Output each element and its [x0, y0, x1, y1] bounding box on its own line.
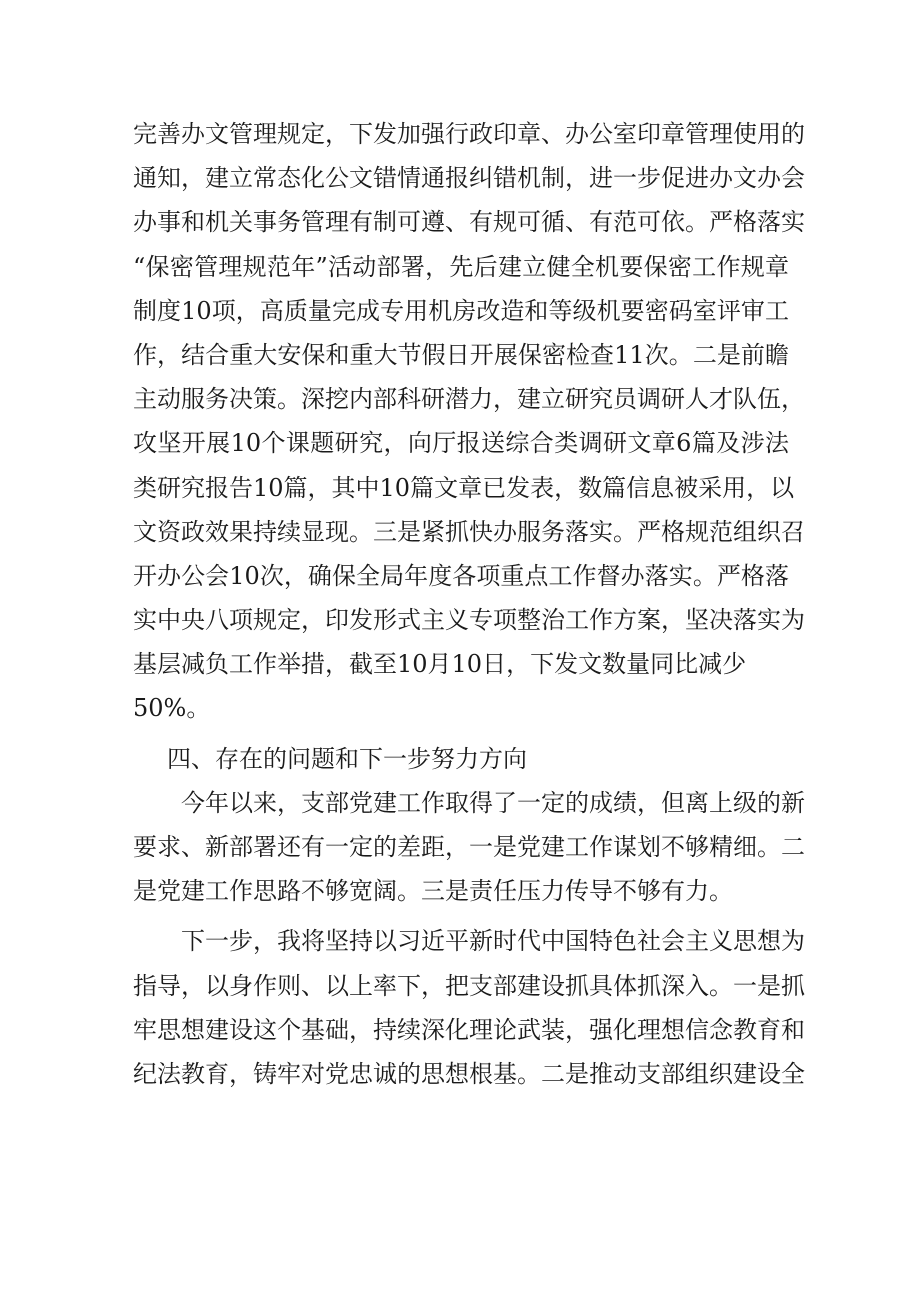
text-line: 类研究报告10篇，其中10篇文章已发表，数篇信息被采用，以: [133, 473, 795, 502]
text-line: 制度10项，高质量完成专用机房改造和等级机要密码室评审工: [133, 296, 789, 325]
text-line: 指导，以身作则、以上率下，把支部建设抓具体抓深入。一是抓: [133, 971, 805, 1000]
paragraph-office-management: [133, 112, 805, 731]
section-heading: 四、存在的问题和下一步努力方向: [167, 744, 527, 773]
text-line: 是党建工作思路不够宽阔。三是责任压力传导不够有力。: [133, 877, 733, 906]
text-line: 办事和机关事务管理有制可遵、有规可循、有范可依。严格落实: [133, 208, 805, 237]
text-line: 纪法教育，铸牢对党忠诚的思想根基。二是推动支部组织建设全: [133, 1059, 805, 1088]
text-line: 实中央八项规定，印发形式主义专项整治工作方案，坚决落实为: [133, 606, 805, 635]
text-line: 下一步，我将坚持以习近平新时代中国特色社会主义思想为: [181, 927, 805, 956]
text-line: 基层减负工作举措，截至10月10日，下发文数量同比减少: [133, 650, 747, 679]
document-body: [133, 112, 805, 1096]
paragraph-problems: [133, 781, 805, 914]
text-line: 主动服务决策。深挖内部科研潜力，建立研究员调研人才队伍，: [133, 385, 805, 414]
text-line: 要求、新部署还有一定的差距，一是党建工作谋划不够精细。二: [133, 833, 805, 861]
text-line: “保密管理规范年”活动部署，先后建立健全机要保密工作规章: [133, 252, 789, 281]
text-line: 50%。: [133, 694, 211, 723]
text-line: 牢思想建设这个基础，持续深化理论武装，强化理想信念教育和: [133, 1015, 805, 1044]
text-line: 开办公会10次，确保全局年度各项重点工作督办落实。严格落: [133, 561, 789, 590]
text-line: 完善办文管理规定，下发加强行政印章、办公室印章管理使用的: [133, 120, 805, 148]
text-line: 通知，建立常态化公文错情通报纠错机制，进一步促进办文办会: [133, 164, 805, 193]
paragraph-next-steps: [133, 919, 805, 1096]
text-line: 今年以来，支部党建工作取得了一定的成绩，但离上级的新: [181, 788, 805, 817]
text-line: 文资政效果持续显现。三是紧抓快办服务落实。严格规范组织召: [133, 517, 805, 546]
text-line: 攻坚开展10个课题研究，向厅报送综合类调研文章6篇及涉法: [133, 429, 789, 458]
text-line: 作，结合重大安保和重大节假日开展保密检查11次。二是前瞻: [133, 340, 789, 369]
